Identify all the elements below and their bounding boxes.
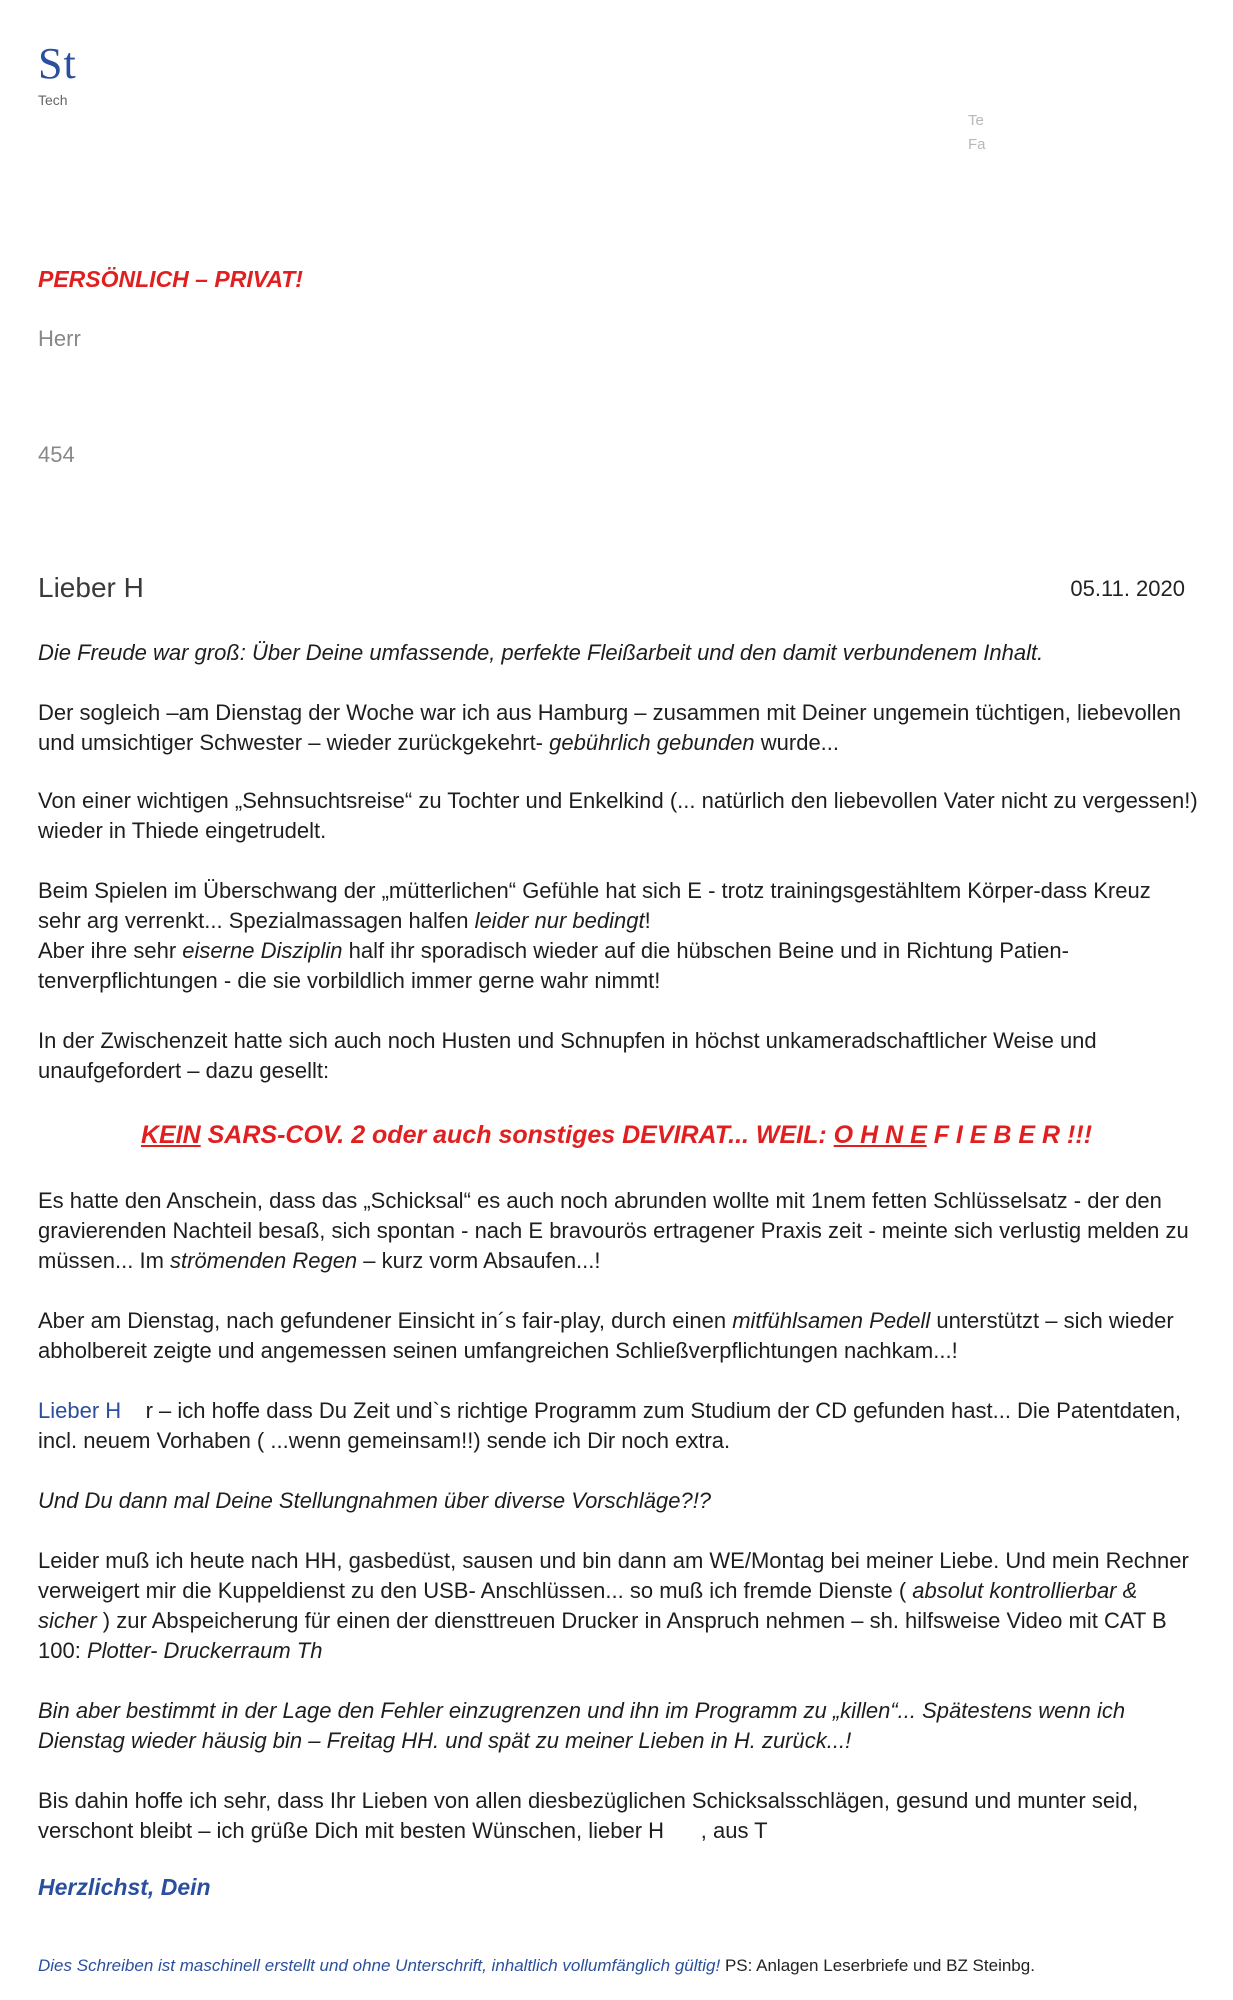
paragraph-7-italic: strömenden Regen: [170, 1248, 358, 1273]
private-label: PERSÖNLICH – PRIVAT!: [38, 266, 303, 292]
footer-note: [38, 1956, 1035, 1976]
footer-italic: Dies Schreiben ist maschinell erstellt und ohne Unterschrift, inhaltlich vollumfänglich gültig!: [38, 1956, 721, 1975]
paragraph-11-text-a: Leider muß ich heute nach HH, gasbedüst, sausen und bin dann am WE/Montag bei meiner Liebe. Und mein Rechner verweigert mir die Kuppeldienst zu den USB- Anschlüssen... so muß ich fremde Dienste (: [38, 1548, 1189, 1603]
paragraph-11-text-b: ) zur Abspeicherung für einen der diensttreuen Drucker in Anspruch nehmen – sh. hilfsweise Video mit CAT B 100:: [38, 1608, 1167, 1663]
letter-date: 05.11. 2020: [1070, 576, 1185, 601]
paragraph-9: [38, 1396, 1198, 1456]
address-line-1: Herr: [38, 326, 81, 351]
red-statement: [0, 1121, 1233, 1150]
closing-greeting: Herzlichst, Dein: [38, 1874, 211, 1900]
letterhead-logo: St: [38, 39, 77, 88]
address-zip: 454: [38, 442, 75, 467]
paragraph-12: Bin aber bestimmt in der Lage den Fehler einzugrenzen und ihn im Programm zu „killen“... Spätestens wenn ich Dienstag wieder häusig bin – Freitag HH. und spät zu meiner Lieben in H. zurück...!: [38, 1698, 1126, 1753]
paragraph-11: [38, 1546, 1198, 1666]
paragraph-5-text-b: half ihr sporadisch wieder auf die hübschen Beine und in Richtung Patien-tenverpflichtungen - die sie vorbildlich immer gerne wahr nimmt!: [38, 938, 1069, 993]
paragraph-13-text-a: Bis dahin hoffe ich sehr, dass Ihr Lieben von allen diesbezüglichen Schicksalsschlägen, gesund und munter seid, verschont bleibt – ich grüße Dich mit besten Wünschen, lieber H: [38, 1788, 1139, 1843]
paragraph-2-italic: gebührlich gebunden: [549, 730, 755, 755]
red-statement-middle: SARS-COV. 2 oder auch sonstiges DEVIRAT... WEIL:: [200, 1121, 834, 1149]
paragraph-7: [38, 1186, 1198, 1276]
paragraph-9-text: r – ich hoffe dass Du Zeit und`s richtige Programm zum Studium der CD gefunden hast... Die Patentdaten, incl. neuem Vorhaben ( ...wenn gemeinsam!!) sende ich Dir noch extra.: [38, 1398, 1181, 1453]
letterhead-line-1: Tech: [38, 92, 68, 108]
paragraph-13: [38, 1786, 1198, 1846]
paragraph-8-italic: mitfühlsamen Pedell: [732, 1308, 931, 1333]
paragraph-1: Die Freude war groß: Über Deine umfassende, perfekte Fleißarbeit und den damit verbundenem Inhalt.: [38, 640, 1044, 665]
paragraph-8-text-a: Aber am Dienstag, nach gefundener Einsicht in´s fair-play, durch einen: [38, 1308, 733, 1333]
paragraph-5-italic: eiserne Disziplin: [182, 938, 343, 963]
paragraph-5: [38, 936, 1198, 996]
paragraph-2-text-b: wurde...: [754, 730, 840, 755]
paragraph-9-blue: Lieber H: [38, 1398, 122, 1423]
paragraph-11-italic-2: Plotter- Druckerraum Th: [86, 1638, 323, 1663]
salutation: Lieber H: [38, 572, 144, 603]
paragraph-8: [38, 1306, 1198, 1366]
paragraph-2: [38, 698, 1198, 758]
paragraph-13-text-b: , aus T: [700, 1818, 768, 1843]
paragraph-4-text-a: Beim Spielen im Überschwang der „mütterlichen“ Gefühle hat sich E: [38, 878, 702, 903]
paragraph-4-text-c: !: [644, 908, 651, 933]
red-statement-kein: KEIN: [140, 1121, 201, 1149]
paragraph-8-text-b: unterstützt – sich wieder abholbereit zeigte und angemessen seinen umfangreichen Schließverpflichtungen nachkam...!: [38, 1308, 1174, 1363]
letterhead-right-1: Te: [968, 112, 984, 129]
paragraph-6: In der Zwischenzeit hatte sich auch noch Husten und Schnupfen in höchst unkameradschaftlicher Weise und unaufgefordert – dazu gesellt:: [38, 1028, 1097, 1083]
paragraph-7-text-a: Es hatte den Anschein, dass das „Schicksal“ es auch noch abrunden wollte mit 1nem fetten Schlüsselsatz - der den gravierenden Nachteil besaß, sich spontan - nach E: [38, 1188, 1162, 1243]
paragraph-7-text-c: – kurz vorm Absaufen...!: [357, 1248, 601, 1273]
paragraph-4: [38, 876, 1198, 936]
paragraph-5-text-a: Aber ihre sehr: [38, 938, 183, 963]
paragraph-11-italic-1: absolut kontrollierbar & sicher: [38, 1578, 1138, 1633]
red-statement-fieber: F I E B E R !!!: [926, 1121, 1093, 1149]
paragraph-2-text-a: Der sogleich –am Dienstag der Woche war ich aus Hamburg – zusammen mit Deiner ungemein tüchtigen, liebevollen und umsichtiger Schwester – wieder zurückgekehrt-: [38, 700, 1181, 755]
letterhead-right-2: Fa: [968, 136, 986, 153]
paragraph-3: Von einer wichtigen „Sehnsuchtsreise“ zu Tochter und Enkelkind (... natürlich den liebevollen Vater nicht zu vergessen!) wieder in Thiede eingetrudelt.: [38, 788, 1198, 843]
red-statement-ohne: O H N E: [833, 1121, 927, 1149]
footer-ps: PS: Anlagen Leserbriefe und BZ Steinbg.: [720, 1956, 1035, 1975]
paragraph-4-italic: leider nur bedingt: [474, 908, 645, 933]
paragraph-10: Und Du dann mal Deine Stellungnahmen über diverse Vorschläge?!?: [38, 1488, 712, 1513]
paragraph-4-text-b: - trotz trainingsgestähltem Körper-dass Kreuz sehr arg verrenkt... Spezialmassagen halfen: [38, 878, 1151, 933]
paragraph-7-text-b: bravourös ertragener Praxis zeit - meinte sich verlustig melden zu müssen... Im: [38, 1218, 1189, 1273]
